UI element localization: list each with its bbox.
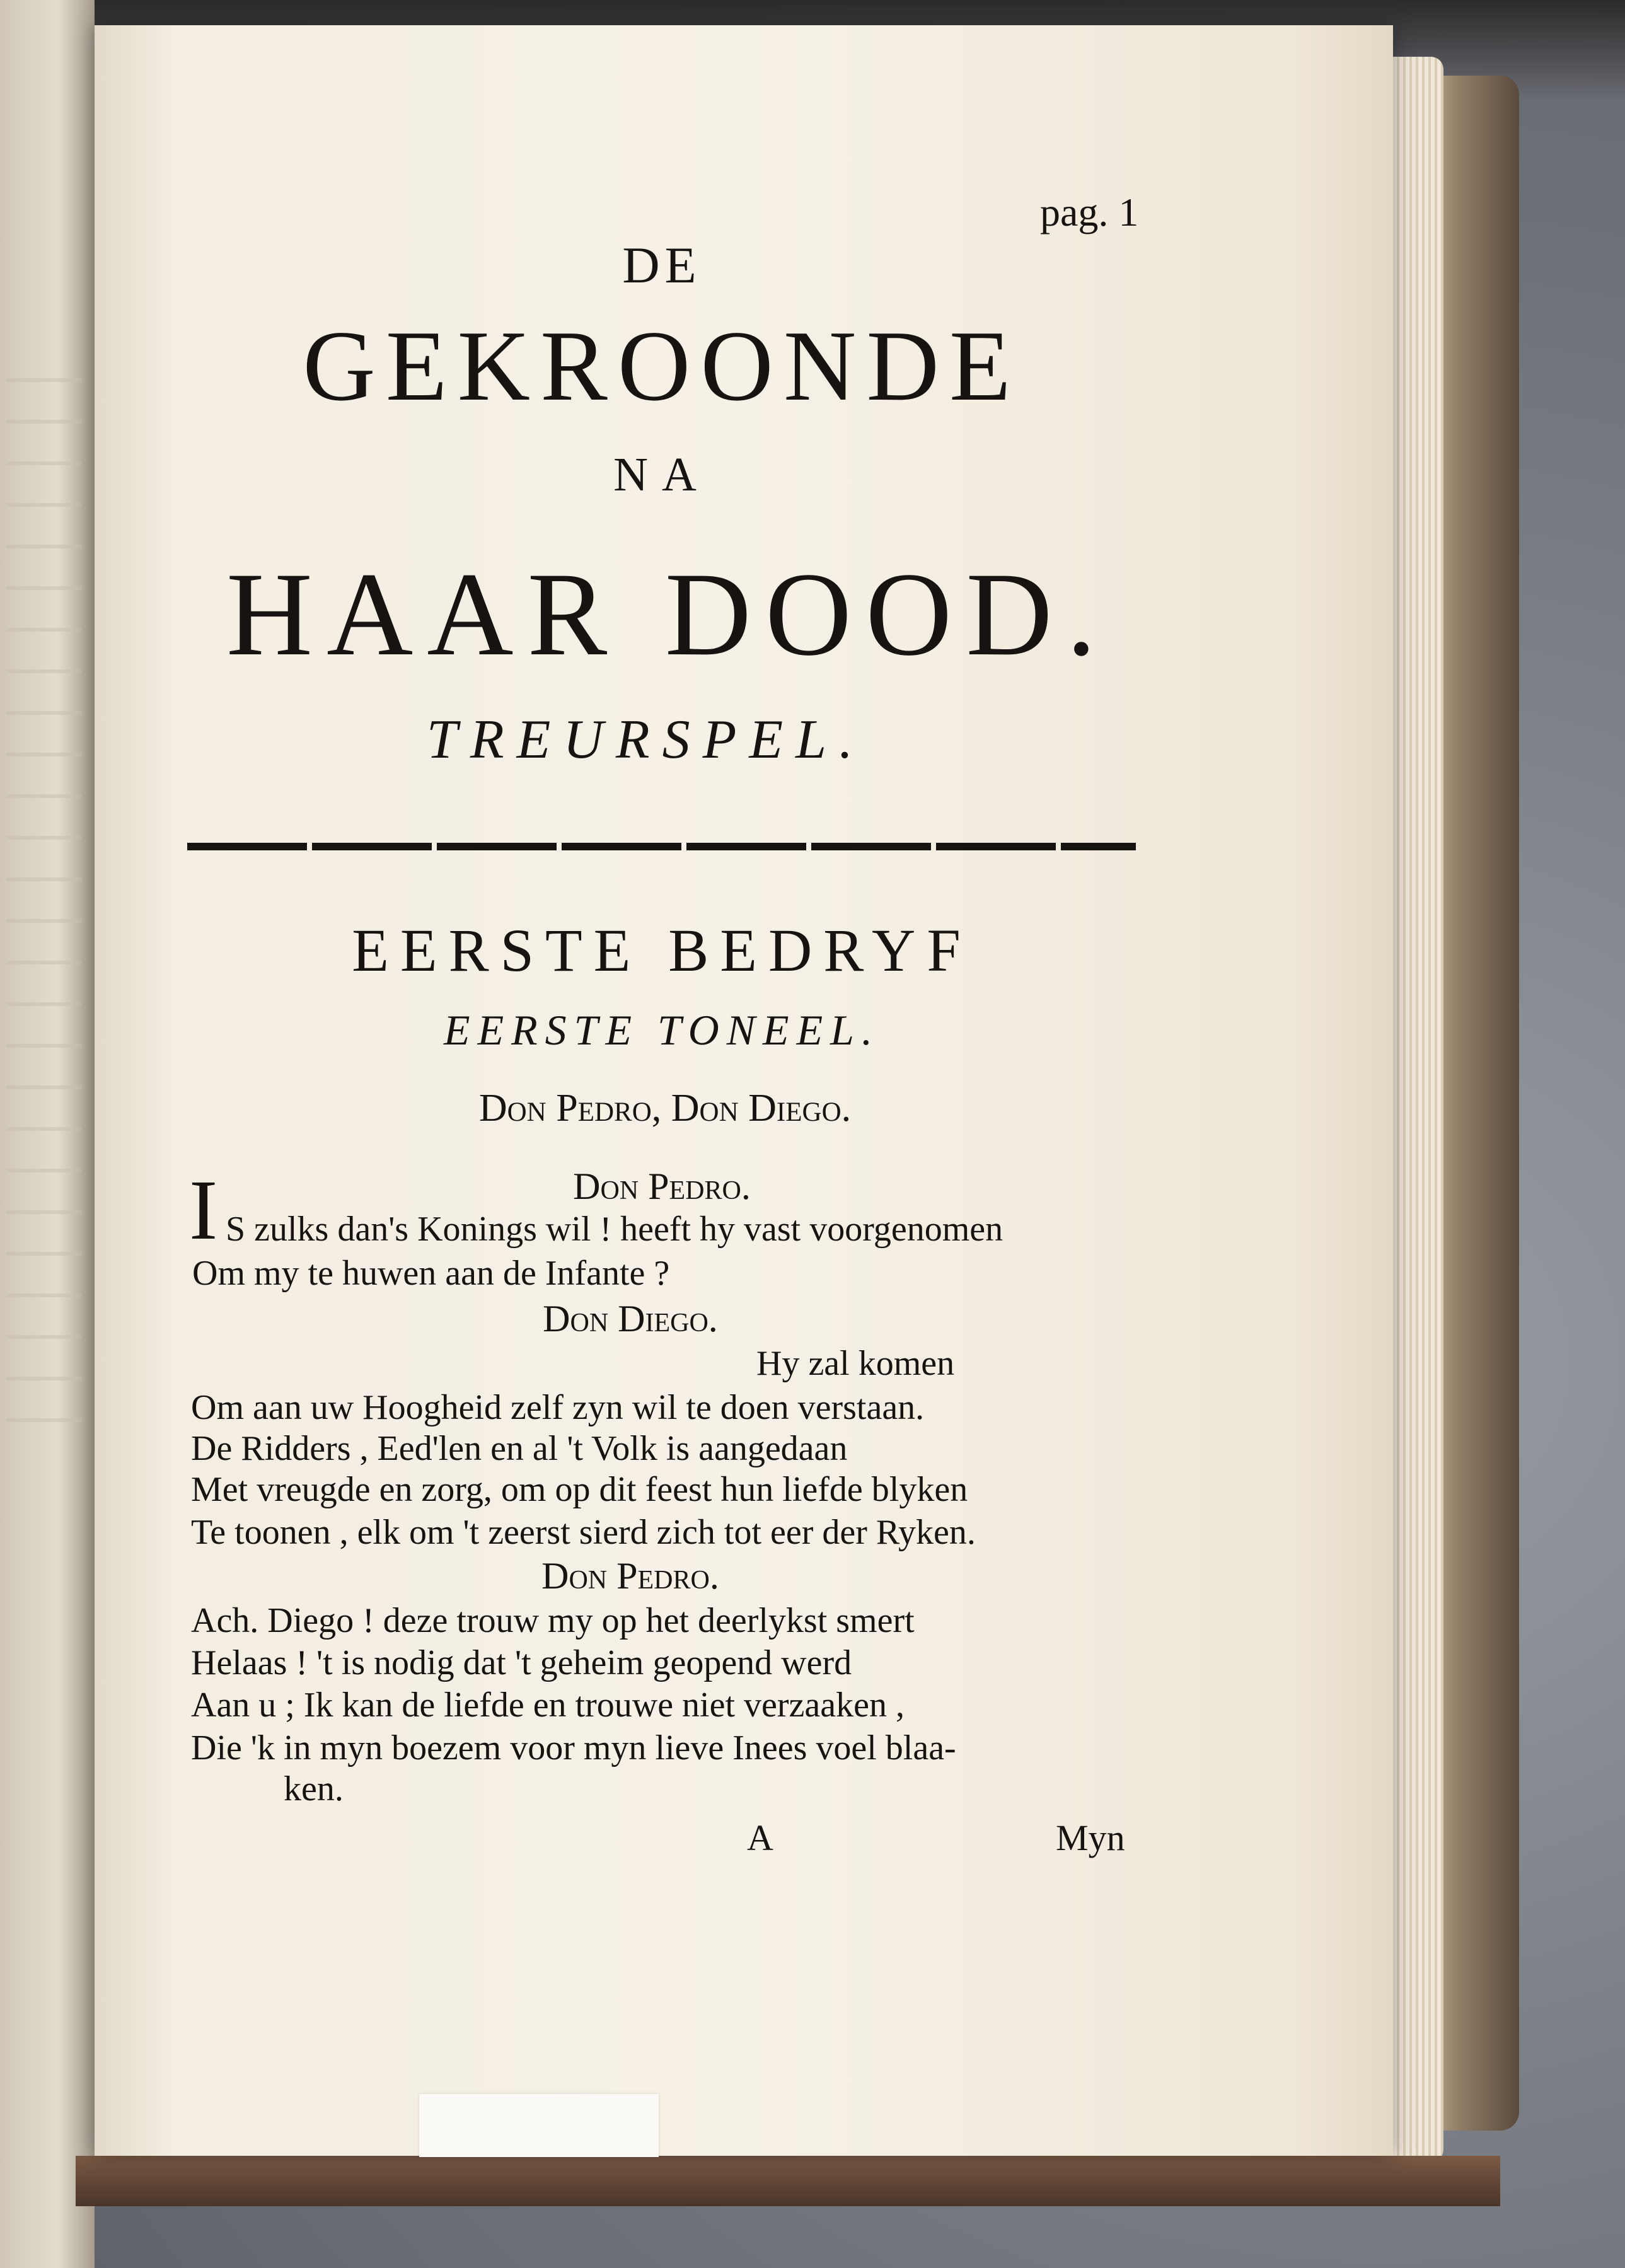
- verse-line-11: Die 'k in myn boezem voor myn lieve Inees voel blaa-: [191, 1728, 956, 1768]
- act-heading: EERSTE BEDRYF: [352, 917, 972, 984]
- left-facing-page: [0, 0, 95, 2268]
- title-genre: TREURSPEL.: [426, 709, 866, 770]
- title-line-gekroonde: GEKROONDE: [303, 310, 1021, 422]
- scene-heading: EERSTE TONEEL.: [444, 1006, 880, 1054]
- title-line-na: NA: [613, 448, 710, 501]
- verse-line-5: De Ridders , Eed'len en al 't Volk is aangedaan: [191, 1429, 848, 1468]
- verse-line-10: Aan u ; Ik kan de liefde en trouwe niet verzaaken ,: [191, 1686, 905, 1725]
- verse-line-2: Om my te huwen aan de Infante ?: [192, 1254, 670, 1293]
- speaker-don-pedro-1: Don Pedro.: [573, 1166, 751, 1207]
- title-line-de: DE: [622, 236, 702, 294]
- signature-mark: A: [747, 1817, 773, 1858]
- catchword: Myn: [1056, 1817, 1125, 1858]
- library-label-sticker: [419, 2094, 659, 2157]
- verse-line-8: Ach. Diego ! deze trouw my op het deerlykst smert: [191, 1601, 915, 1640]
- decorative-rule: [187, 843, 1136, 850]
- verse-line-3: Hy zal komen: [756, 1344, 955, 1383]
- verse-line-1: S zulks dan's Konings wil ! heeft hy vast voorgenomen: [226, 1210, 1003, 1249]
- verse-line-9: Helaas ! 't is nodig dat 't geheim geopend werd: [191, 1643, 852, 1682]
- title-line-haar-dood: HAAR DOOD.: [226, 548, 1111, 681]
- verse-line-7: Te toonen , elk om 't zeerst sierd zich tot eer der Ryken.: [191, 1513, 976, 1552]
- verse-line-4: Om aan uw Hoogheid zelf zyn wil te doen verstaan.: [191, 1388, 925, 1427]
- book-binding-bottom: [76, 2156, 1500, 2206]
- left-page-text-bleed: [6, 378, 82, 1450]
- verse-line-6: Met vreugde en zorg, om op dit feest hun liefde blyken: [191, 1470, 968, 1509]
- verse-line-12: ken.: [284, 1769, 344, 1808]
- speaker-don-diego: Don Diego.: [543, 1298, 718, 1339]
- page-number: pag. 1: [1040, 190, 1139, 234]
- characters-line: Don Pedro, Don Diego.: [478, 1087, 852, 1130]
- speaker-don-pedro-2: Don Pedro.: [541, 1555, 719, 1597]
- drop-cap-initial: I: [189, 1163, 218, 1258]
